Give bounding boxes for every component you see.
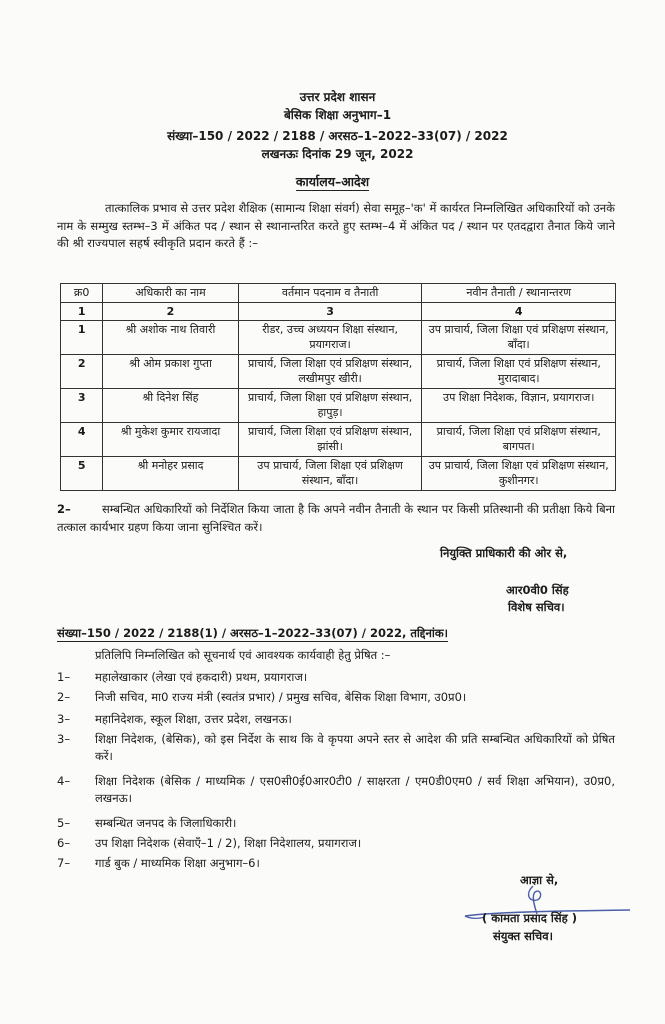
table-row [61,355,616,389]
distribution-item [57,689,617,706]
paragraph-text: सम्बन्धित अधिकारियों को निर्देशित किया जाता है कि अपने नवीन तैनाती के स्थान पर किसी प्रतिस्थानी की प्रतीक्षा किये बिना तत्काल कार्यभार ग्रहण किया जाना सुनिश्चित करें। [57,502,615,534]
table-row [61,389,616,423]
column-number: 4 [422,303,616,321]
distribution-item [57,855,617,872]
by-order: आज्ञा से, [520,873,559,887]
row-sno: 4 [61,423,103,457]
header-current-post: वर्तमान पदनाम व तैनाती [238,284,422,303]
distribution-item [57,669,617,686]
section-name: बेसिक शिक्षा अनुभाग–1 [283,108,392,122]
column-number: 1 [61,303,103,321]
distribution-item [57,711,617,728]
row-sno: 5 [61,457,103,491]
joint-secretary-designation: संयुक्त सचिव। [493,929,553,943]
item-text: महालेखाकार (लेखा एवं हकदारी) प्रथम, प्रयागराज। [95,670,308,684]
row-current-post: प्राचार्य, जिला शिक्षा एवं प्रशिक्षण संस्थान, झांसी। [238,423,422,457]
document-title [0,173,665,190]
row-new-post: प्राचार्य, जिला शिक्षा एवं प्रशिक्षण संस्थान, बागपत। [422,423,616,457]
signatory-designation: विशेष सचिव। [508,600,565,614]
table-header-row [61,284,616,303]
item-text: गार्ड बुक / माध्यमिक शिक्षा अनुभाग–6। [95,856,260,870]
item-text: शिक्षा निदेशक (बेसिक / माध्यमिक / एस0सी0ई0आर0टी0 / साक्षरता / एम0डी0एम0 / सर्व शिक्षा अभियान), उ0प्र0, लखनऊ। [95,774,615,805]
item-number: 6– [57,836,71,850]
row-officer-name: श्री अशोक नाथ तिवारी [103,321,238,355]
row-new-post: उप शिक्षा निदेशक, विज्ञान, प्रयागराज। [422,389,616,423]
government-name: उत्तर प्रदेश शासन [299,90,376,104]
row-sno: 2 [61,355,103,389]
item-number: 3– [57,732,71,746]
table-row [61,423,616,457]
row-sno: 3 [61,389,103,423]
transfer-table [60,283,616,491]
row-officer-name: श्री दिनेश सिंह [103,389,238,423]
row-officer-name: श्री मनोहर प्रसाद [103,457,238,491]
row-new-post: उप प्राचार्य, जिला शिक्षा एवं प्रशिक्षण संस्थान, कुशीनगर। [422,457,616,491]
table-row [61,321,616,355]
distribution-item [57,773,617,807]
column-number-row [61,303,616,321]
distribution-item [57,731,617,765]
signatory-name: आर0वी0 सिंह [506,583,569,597]
item-text: उप शिक्षा निदेशक (सेवाएँ–1 / 2), शिक्षा निदेशालय, प्रयागराज। [95,836,362,850]
distribution-item [57,815,617,832]
copy-reference-number: संख्या–150 / 2022 / 2188(1) / अरसठ–1–2022–33(07) / 2022, तद्दिनांक। [57,626,449,640]
reference-number: संख्या–150 / 2022 / 2188 / अरसठ–1–2022–33(07) / 2022 [167,129,508,143]
on-behalf-of-authority: नियुक्ति प्राधिकारी की ओर से, [440,546,568,560]
item-number: 3– [57,712,71,726]
table-row [61,457,616,491]
paragraph-number: 2– [57,502,71,516]
item-text: महानिदेशक, स्कूल शिक्षा, उत्तर प्रदेश, लखनऊ। [95,712,292,726]
row-officer-name: श्री ओम प्रकाश गुप्ता [103,355,238,389]
item-number: 1– [57,670,71,684]
row-new-post: प्राचार्य, जिला शिक्षा एवं प्रशिक्षण संस्थान, मुरादाबाद। [422,355,616,389]
row-current-post: रीडर, उच्च अध्ययन शिक्षा संस्थान, प्रयागराज। [238,321,422,355]
item-text: शिक्षा निदेशक, (बेसिक), को इस निर्देश के साथ कि वे कृपया अपने स्तर से आदेश की प्रति सम्बन्धित अधिकारियों को प्रेषित करें। [95,732,615,763]
row-current-post: उप प्राचार्य, जिला शिक्षा एवं प्रशिक्षण संस्थान, बाँदा। [238,457,422,491]
place-date: लखनऊः दिनांक 29 जून, 2022 [261,147,414,161]
row-new-post: उप प्राचार्य, जिला शिक्षा एवं प्रशिक्षण संस्थान, बाँदा। [422,321,616,355]
item-number: 2– [57,690,71,704]
row-sno: 1 [61,321,103,355]
header-new-post: नवीन तैनाती / स्थानान्तरण [422,284,616,303]
column-number: 2 [103,303,238,321]
column-number: 3 [238,303,422,321]
instruction-paragraph [57,500,615,536]
intro-paragraph: तात्कालिक प्रभाव से उत्तर प्रदेश शैक्षिक (सामान्य शिक्षा संवर्ग) सेवा समूह–'क' में कार्यरत निम्नलिखित अधिकारियों को उनके नाम के सम्मुख स्तम्भ–3 में अंकित पद / स्थान से स्थानान्तरित करते हुए स्तम्भ–4 में अंकित पद / स्थान पर एतदद्वारा तैनात किये जाने की श्री राज्यपाल सहर्ष स्वीकृति प्रदान करते हैं :– [57,201,615,250]
distribution-item [57,835,617,852]
joint-secretary-name: ( कामता प्रसाद सिंह ) [482,911,578,925]
copy-intro: प्रतिलिपि निम्नलिखित को सूचनार्थ एवं आवश्यक कार्यवाही हेतु प्रेषित :– [95,648,391,662]
row-officer-name: श्री मुकेश कुमार रायजादा [103,423,238,457]
handwritten-signature-icon [455,880,635,935]
row-current-post: प्राचार्य, जिला शिक्षा एवं प्रशिक्षण संस्थान, हापुड़। [238,389,422,423]
document-title-text: कार्यालय–आदेश [295,174,370,189]
header-sno: क्र0 [61,284,103,303]
item-text: निजी सचिव, मा0 राज्य मंत्री (स्वतंत्र प्रभार) / प्रमुख सचिव, बेसिक शिक्षा विभाग, उ0प्र0। [95,690,467,704]
row-current-post: प्राचार्य, जिला शिक्षा एवं प्रशिक्षण संस्थान, लखीमपुर खीरी। [238,355,422,389]
item-number: 4– [57,774,71,788]
item-number: 7– [57,856,71,870]
item-text: सम्बन्धित जनपद के जिलाधिकारी। [95,816,237,830]
item-number: 5– [57,816,71,830]
header-name: अधिकारी का नाम [103,284,238,303]
